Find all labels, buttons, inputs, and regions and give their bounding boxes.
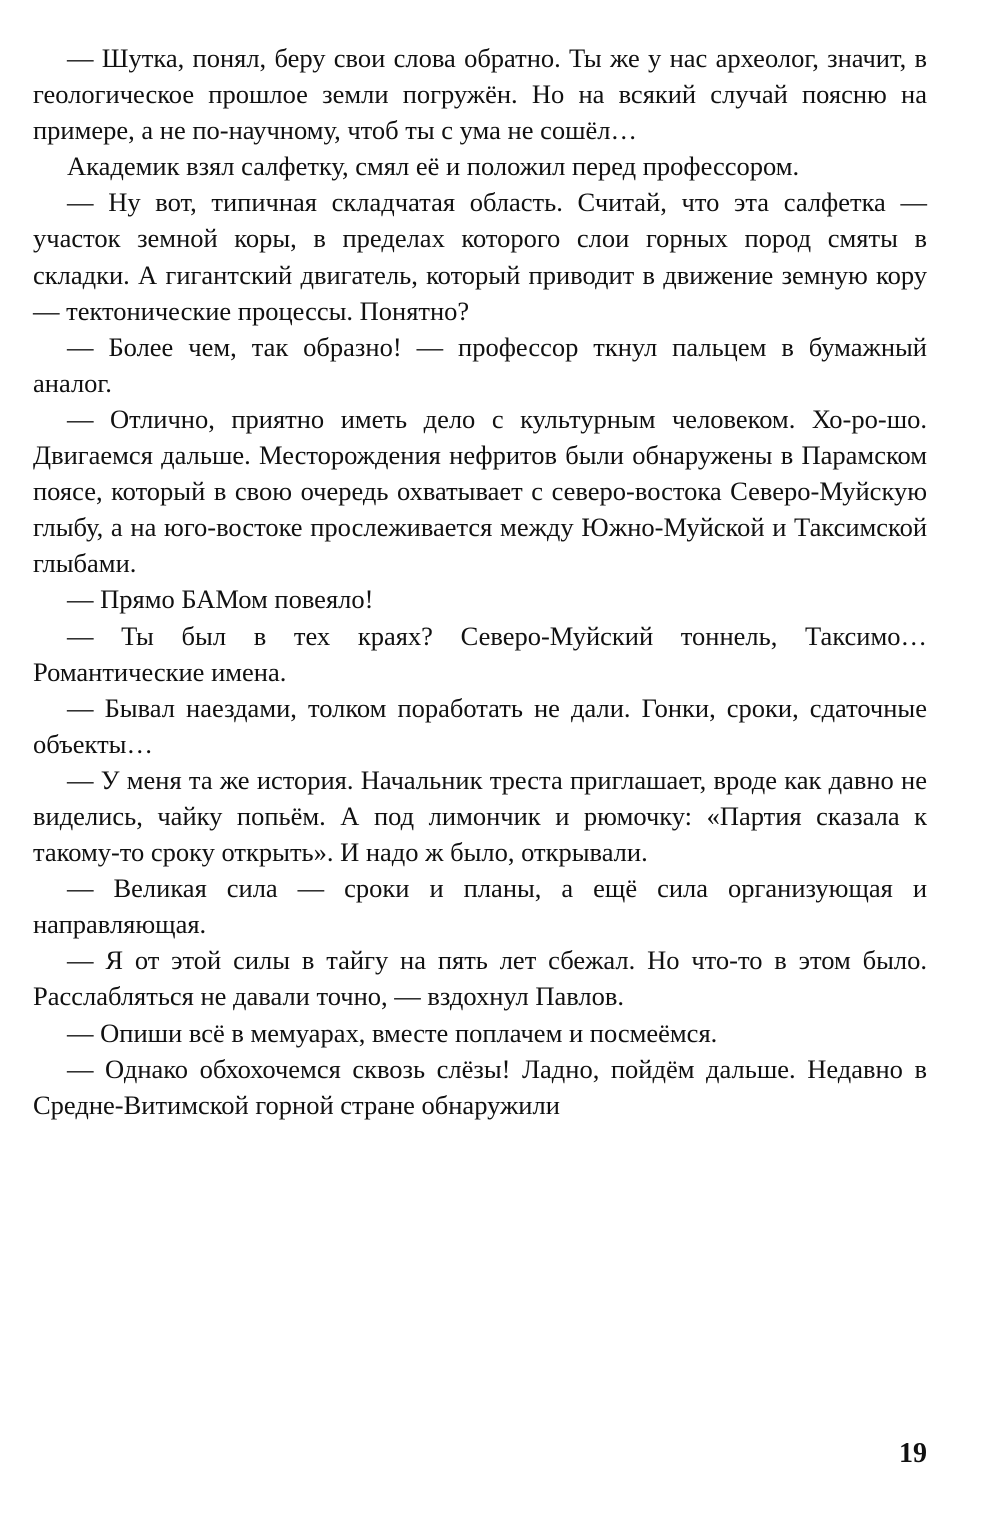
paragraph-8: — Бывал наездами, толком поработать не дали. Гонки, сроки, сдаточные объекты…: [33, 692, 927, 759]
paragraph-6: — Прямо БАМом повеяло!: [67, 584, 374, 615]
paragraph-13: — Однако обхохочемся сквозь слёзы! Ладно, пойдём дальше. Недавно в Средне-Витимской горной стране обнаружили: [33, 1053, 927, 1120]
page-number: 19: [899, 1438, 927, 1469]
paragraph-4: — Более чем, так образно! — профессор ткнул пальцем в бумажный аналог.: [33, 331, 927, 398]
paragraph-9: — У меня та же история. Начальник треста приглашает, вроде как давно не виделись, чайку попьём. А под лимончик и рюмочку: «Партия сказала к такому-то сроку открыть». И надо ж было, открывали.: [33, 764, 927, 868]
book-page: [33, 0, 927, 1527]
paragraph-2: Академик взял салфетку, смял её и положил перед профессором.: [67, 151, 800, 182]
paragraph-3: — Ну вот, типичная складчатая область. Считай, что эта салфетка — участок земной коры, в пределах которого слои горных пород смяты в складки. А гигантский двигатель, который приводит в движение земную кору — тектонические процессы. Понятно?: [33, 187, 927, 326]
paragraph-5: — Отлично, приятно иметь дело с культурным человеком. Хо-ро-шо. Двигаемся дальше. Месторождения нефритов были обнаружены в Парамском поясе, который в свою очередь охватывает с северо-востока Северо-Муйскую глыбу, а на юго-востоке прослеживается между Южно-Муйской и Таксимской глыбами.: [33, 403, 927, 579]
paragraph-1: — Шутка, понял, беру свои слова обратно. Ты же у нас археолог, значит, в геологическое прошлое земли погружён. Но на всякий случай поясню на примере, а не по-научному, чтоб ты с ума не сошёл…: [33, 43, 927, 146]
page-text: [33, 40, 927, 1123]
paragraph-10: — Великая сила — сроки и планы, а ещё сила организующая и направляющая.: [33, 873, 927, 940]
paragraph-7: — Ты был в тех краях? Северо-Муйский тоннель, Таксимо… Романтические имена.: [33, 620, 927, 687]
paragraph-12: — Опиши всё в мемуарах, вместе поплачем и посмеёмся.: [67, 1017, 718, 1048]
paragraph-11: — Я от этой силы в тайгу на пять лет сбежал. Но что-то в этом было. Расслабляться не давали точно, — вздохнул Павлов.: [33, 945, 927, 1012]
